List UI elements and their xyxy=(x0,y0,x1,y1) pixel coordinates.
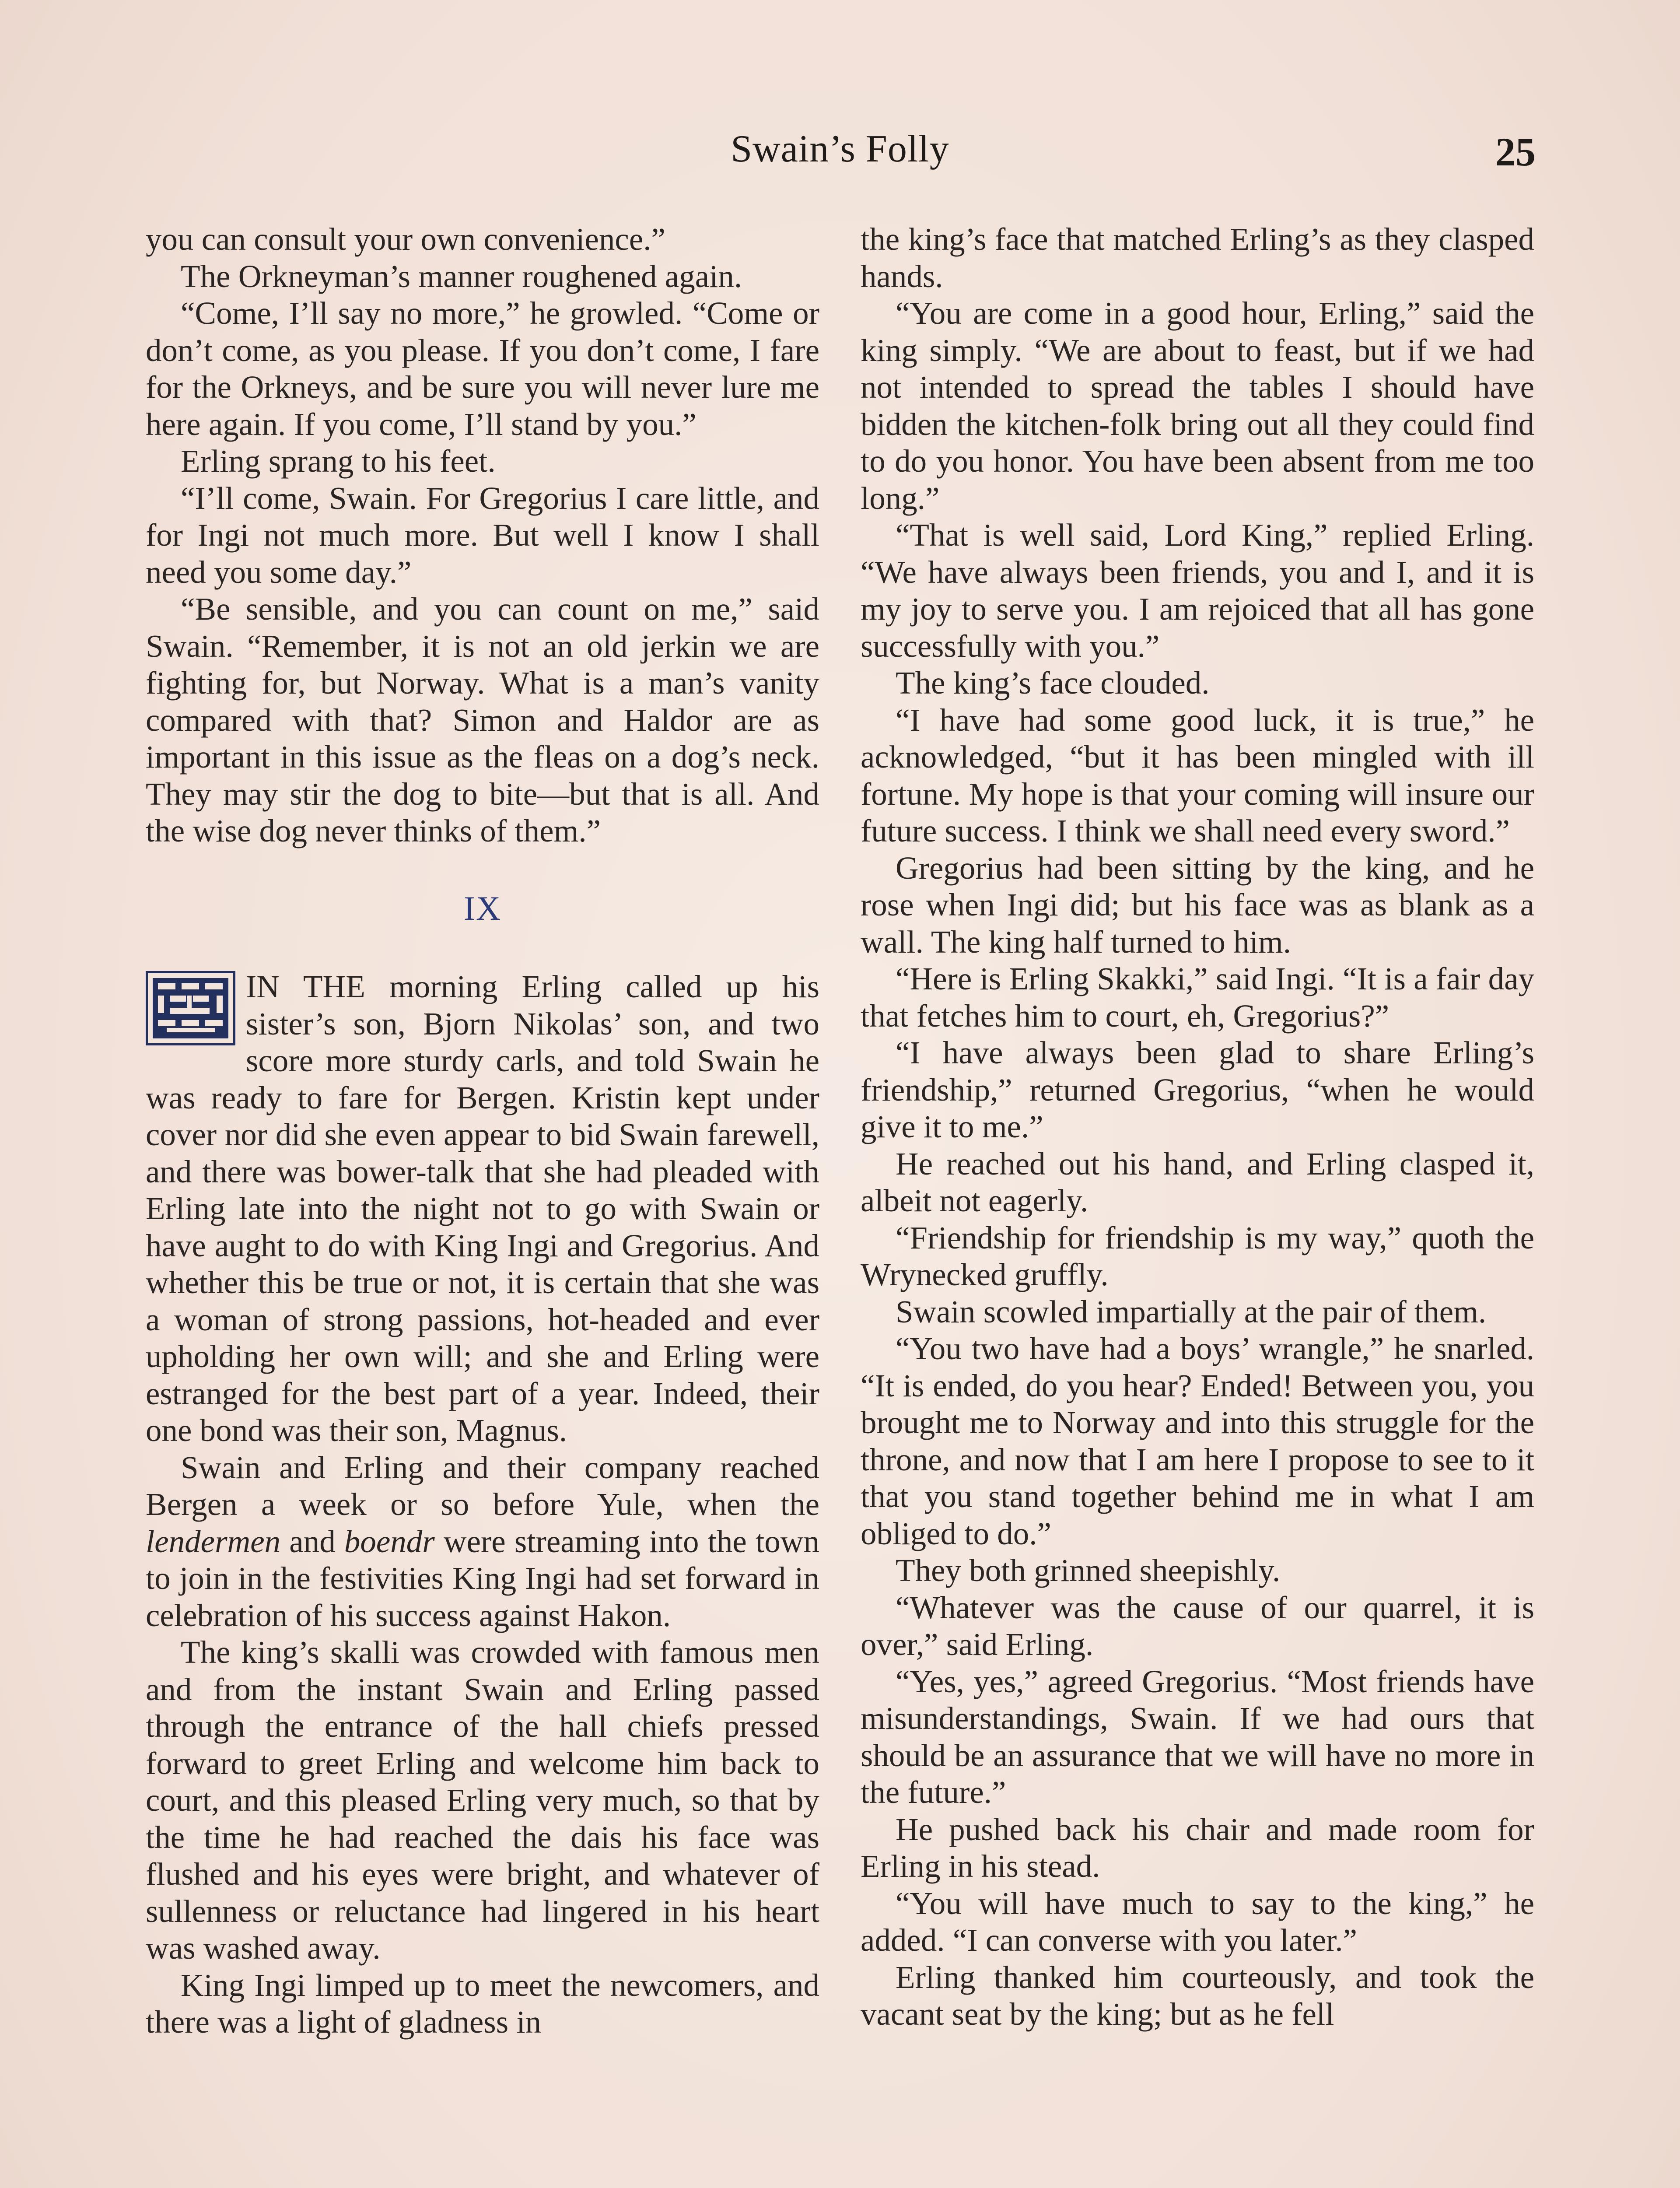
paragraph: “Whatever was the cause of our quarrel, it is over,” said Erling. xyxy=(861,1589,1534,1662)
paragraph: “That is well said, Lord King,” replied Erling. “We have always been friends, you and I, and it is my joy to serve you. I am rejoiced that all has gone successfully with you.” xyxy=(861,517,1534,664)
paragraph: “I have had some good luck, it is true,” he acknowledged, “but it has been mingled with ill fortune. My hope is that your coming will insure our future success. I think we shall need every sword.” xyxy=(861,702,1534,849)
paragraph: Swain scowled impartially at the pair of them. xyxy=(896,1294,1487,1329)
paragraph: “Friendship for friendship is my way,” quoth the Wrynecked gruffly. xyxy=(861,1220,1534,1292)
page-number: 25 xyxy=(1495,130,1536,174)
italic-term: boendr xyxy=(344,1523,435,1559)
paragraph: “You two have had a boys’ wrangle,” he snarled. “It is ended, do you hear? Ended! Between you, you brought me to Norway and into this struggle for the throne, and now that I am here I propose to see to it that you stand together behind me in what I am obliged to do.” xyxy=(861,1331,1534,1551)
paragraph: “You will have much to say to the king,” he added. “I can converse with you later.” xyxy=(861,1885,1534,1958)
paragraph: The king’s face clouded. xyxy=(896,665,1210,701)
paragraph: They both grinned sheepishly. xyxy=(896,1553,1281,1588)
paragraph-text: Swain and Erling and their company reached Bergen a week or so before Yule, when the xyxy=(146,1449,819,1522)
paragraph xyxy=(146,1449,819,1634)
running-header xyxy=(144,127,1536,184)
chapter-opening-text: IN THE morning Erling called up his sister’s son, Bjorn Nikolas’ son, and two score more sturdy carls, and told Swain he was ready to fare for Bergen. Kristin kept under cover nor did she even appear to bid Swain farewell, and there was bower-talk that she had pleaded with Erling late into the night not to go with Swain or have aught to do with King Ingi and Gregorius. And whether this be true or not, it is certain that she was a woman of strong passions, hot-headed and ever upholding her own will; and she and Erling were estranged for the best part of a year. Indeed, their one bond was their son, Magnus. xyxy=(146,969,819,1448)
running-title: Swain’s Folly xyxy=(731,128,949,170)
paragraph: The king’s skalli was crowded with famous men and from the instant Swain and Erling passed through the entrance of the hall chiefs pressed forward to greet Erling and welcome him back to court, and this pleased Erling very much, so that by the time he had reached the dais his face was flushed and his eyes were bright, and whatever of sullenness or reluctance had lingered in his heart was washed away. xyxy=(146,1634,819,1966)
paragraph: King Ingi limped up to meet the newcomers, and there was a light of gladness in xyxy=(146,1967,819,2040)
paragraph-text: and xyxy=(280,1523,344,1559)
paragraph: the king’s face that matched Erling’s as they clasped hands. xyxy=(861,221,1534,294)
paragraph-text: were streaming into the town to join in the festivities King Ingi had set forward in celebration of his success against Hakon. xyxy=(146,1523,819,1633)
paragraph: The Orkneyman’s manner roughened again. xyxy=(181,258,742,294)
paragraph: He reached out his hand, and Erling clasped it, albeit not eagerly. xyxy=(861,1146,1534,1218)
paragraph: Erling sprang to his feet. xyxy=(181,443,496,479)
paragraph: “Be sensible, and you can count on me,” said Swain. “Remember, it is not an old jerkin we are fighting for, but Norway. What is a man’s vanity compared with that? Simon and Haldor are as important in this issue as the fleas on a dog’s neck. They may stir the dog to bite—but that is all. And the wise dog never thinks of them.” xyxy=(146,591,819,849)
right-column xyxy=(861,221,1534,2033)
chapter-heading: IX xyxy=(463,889,502,927)
ornamental-dropcap-icon xyxy=(146,971,235,1045)
paragraph: “Come, I’ll say no more,” he growled. “Come or don’t come, as you please. If you don’t come, I fare for the Orkneys, and be sure you will never lure me here again. If you come, I’ll stand by you.” xyxy=(146,295,819,442)
paragraph: “You are come in a good hour, Erling,” said the king simply. “We are about to feast, but if we had not intended to spread the tables I should have bidden the kitchen-folk bring out all they could find to do you honor. You have been absent from me too long.” xyxy=(861,295,1534,516)
paragraph: “I’ll come, Swain. For Gregorius I care little, and for Ingi not much more. But well I know I shall need you some day.” xyxy=(146,480,819,590)
paragraph: “I have always been glad to share Erling’s friendship,” returned Gregorius, “when he would give it to me.” xyxy=(861,1035,1534,1144)
paragraph: you can consult your own convenience.” xyxy=(146,221,665,257)
paragraph: Erling thanked him courteously, and took the vacant seat by the king; but as he fell xyxy=(861,1959,1534,2032)
paragraph: He pushed back his chair and made room for Erling in his stead. xyxy=(861,1811,1534,1884)
chapter-opening-paragraph xyxy=(146,968,819,1449)
left-column xyxy=(146,221,819,2041)
paragraph: “Here is Erling Skakki,” said Ingi. “It is a fair day that fetches him to court, eh, Gregorius?” xyxy=(861,961,1534,1034)
paragraph: “Yes, yes,” agreed Gregorius. “Most friends have misunderstandings, Swain. If we had ours that should be an assurance that we will have no more in the future.” xyxy=(861,1663,1534,1810)
paragraph: Gregorius had been sitting by the king, and he rose when Ingi did; but his face was as blank as a wall. The king half turned to him. xyxy=(861,850,1534,960)
italic-term: lendermen xyxy=(146,1523,281,1559)
